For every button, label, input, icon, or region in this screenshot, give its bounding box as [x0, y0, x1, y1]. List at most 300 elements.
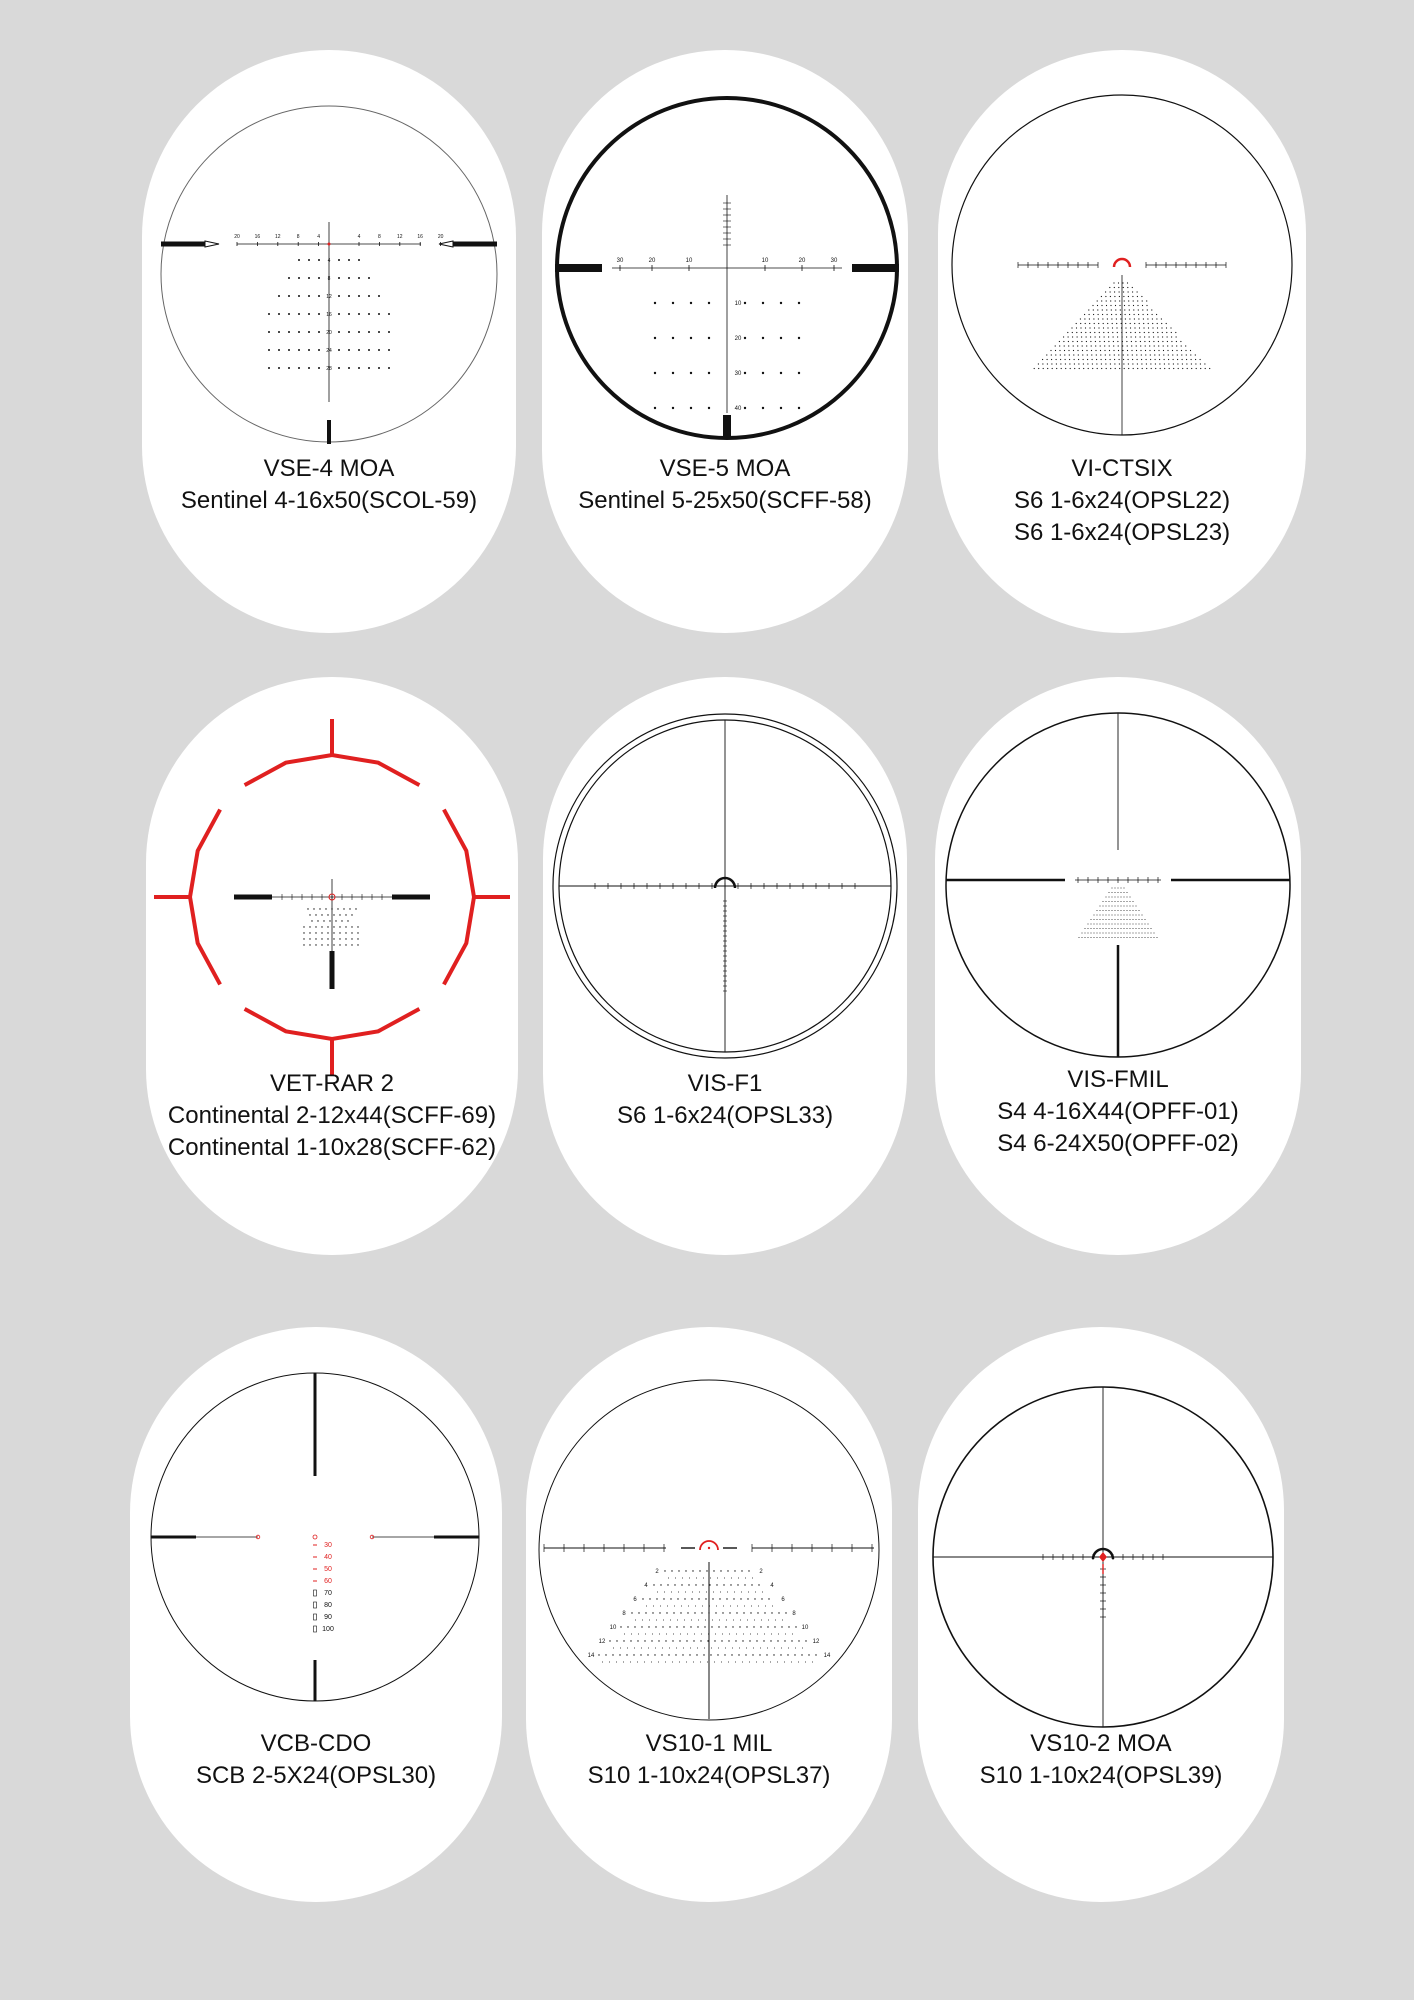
reticle-dot: [654, 407, 656, 409]
reticle-label: 10: [685, 258, 693, 264]
reticle-label: 8: [378, 234, 381, 240]
reticle-dot: [627, 1626, 628, 1627]
reticle-label: 20: [326, 330, 332, 336]
reticle-dot: [726, 1620, 727, 1621]
reticle-dot: [801, 1654, 802, 1655]
reticle-label: 8: [296, 234, 300, 240]
reticle-dot: [357, 932, 358, 933]
reticle-dot: [1121, 901, 1122, 902]
reticle-dot: [762, 372, 764, 374]
reticle-dot: [662, 1626, 663, 1627]
reticle-dot: [778, 1634, 779, 1635]
reticle-dot: [1118, 350, 1119, 351]
reticle-dot: [630, 1640, 631, 1641]
reticle-dot: [684, 1598, 685, 1599]
reticle-dot: [1109, 350, 1110, 351]
reticle-dot: [1100, 937, 1101, 938]
reticle-dot: [1092, 363, 1093, 364]
reticle-dot: [771, 1634, 772, 1635]
reticle-dot: [1082, 354, 1083, 355]
reticle-dot: [1157, 327, 1158, 328]
reticle-dot: [309, 914, 310, 915]
reticle-dot: [690, 302, 692, 304]
reticle-dot: [1136, 924, 1137, 925]
reticle-dot: [1140, 341, 1141, 342]
reticle-dot: [1156, 314, 1157, 315]
reticle-dot: [1124, 928, 1125, 929]
reticle-dot: [1163, 350, 1164, 351]
reticle-dot: [1126, 336, 1127, 337]
reticle-dot: [1181, 354, 1182, 355]
reticle-dot: [318, 259, 320, 261]
reticle-dot: [735, 1662, 736, 1663]
reticle-dot: [1130, 332, 1131, 333]
reticle-dot: [268, 349, 270, 351]
reticle-name: VCB-CDO: [260, 1730, 372, 1757]
reticle-dot: [1172, 354, 1173, 355]
reticle-dot: [315, 944, 316, 945]
reticle-name: VSE-5 MOA: [659, 455, 791, 482]
reticle-dot: [1112, 897, 1113, 898]
reticle-dot: [1124, 309, 1125, 310]
reticle-dot: [1038, 363, 1039, 364]
reticle-dot: [1153, 341, 1154, 342]
reticle-dot: [794, 1654, 795, 1655]
reticle-dot: [327, 938, 328, 939]
reticle-dot: [1121, 915, 1122, 916]
reticle-diagram-vis-f1: [550, 711, 900, 1061]
reticle-label: 14: [823, 1653, 831, 1659]
reticle-dot: [298, 313, 300, 315]
reticle-dot: [1095, 350, 1096, 351]
reticle-dot: [315, 932, 316, 933]
reticle-dot: [770, 1640, 771, 1641]
reticle-label: 12: [275, 234, 281, 240]
reticle-dot: [1180, 341, 1181, 342]
reticle-dot: [1082, 345, 1083, 346]
reticle-dot: [338, 313, 340, 315]
reticle-dot: [1103, 906, 1104, 907]
reticle-dot: [716, 1584, 717, 1585]
reticle-dot: [752, 1654, 753, 1655]
reticle-dot: [1082, 937, 1083, 938]
reticle-dot: [309, 926, 310, 927]
reticle-label: 8: [327, 276, 331, 282]
reticle-dot: [1205, 368, 1206, 369]
reticle-dot: [1113, 336, 1114, 337]
reticle-dot: [1142, 919, 1143, 920]
reticle-dot: [1072, 332, 1073, 333]
reticle-dot: [1104, 341, 1105, 342]
reticle-dot: [1111, 309, 1112, 310]
reticle-dot: [1124, 892, 1125, 893]
reticle-dot: [631, 1634, 632, 1635]
reticle-dot: [701, 1634, 702, 1635]
reticle-caption: [526, 1728, 892, 1792]
reticle-dot: [1200, 368, 1201, 369]
reticle-dot: [751, 1584, 752, 1585]
red-ring-segment: [444, 810, 474, 985]
reticle-dot: [1127, 928, 1128, 929]
reticle-dot: [1182, 359, 1183, 360]
reticle-dot: [1097, 910, 1098, 911]
reticle-dot: [1127, 287, 1128, 288]
reticle-dot: [1182, 368, 1183, 369]
reticle-dot: [315, 926, 316, 927]
reticle-dot: [1168, 363, 1169, 364]
horseshoe: [1114, 259, 1130, 267]
reticle-dot: [1115, 300, 1116, 301]
reticle-dot: [1181, 350, 1182, 351]
reticle-dot: [1118, 888, 1119, 889]
reticle-dot: [1139, 910, 1140, 911]
reticle-dot: [1103, 327, 1104, 328]
reticle-dot: [667, 1606, 668, 1607]
reticle-dot: [1119, 305, 1120, 306]
reticle-dot: [1097, 928, 1098, 929]
reticle-dot: [1100, 933, 1101, 934]
reticle-dot: [1097, 919, 1098, 920]
reticle-dot: [777, 1662, 778, 1663]
reticle-dot: [691, 1598, 692, 1599]
reticle-dot: [798, 1662, 799, 1663]
reticle-dot: [645, 1612, 646, 1613]
reticle-dot: [1100, 910, 1101, 911]
reticle-dot: [1074, 368, 1075, 369]
reticle-dot: [1089, 327, 1090, 328]
reticle-dot: [1139, 937, 1140, 938]
reticle-dot: [278, 331, 280, 333]
reticle-dot: [645, 1634, 646, 1635]
reticle-dot: [1094, 323, 1095, 324]
reticle-dot: [788, 1648, 789, 1649]
reticle-dot: [761, 1598, 762, 1599]
reticle-dot: [712, 1620, 713, 1621]
reticle-dot: [1128, 305, 1129, 306]
scope-model: Sentinel 5-25x50(SCFF-58): [578, 487, 872, 514]
reticle-dot: [1159, 359, 1160, 360]
reticle-dot: [1131, 345, 1132, 346]
reticle-dot: [1143, 318, 1144, 319]
reticle-dot: [1103, 901, 1104, 902]
reticle-dot: [654, 1654, 655, 1655]
reticle-dot: [1169, 368, 1170, 369]
reticle-diagram-vse-4: [157, 102, 501, 446]
reticle-dot: [1113, 345, 1114, 346]
reticle-dot: [1133, 928, 1134, 929]
reticle-dot: [1168, 354, 1169, 355]
reticle-label: 2: [759, 1569, 763, 1575]
reticle-dot: [665, 1640, 666, 1641]
reticle-dot: [1051, 354, 1052, 355]
reticle-dot: [744, 337, 746, 339]
reticle-dot: [1115, 919, 1116, 920]
reticle-dot: [616, 1662, 617, 1663]
reticle-dot: [357, 926, 358, 927]
reticle-dot: [1121, 323, 1122, 324]
reticle-dot: [351, 938, 352, 939]
reticle-dot: [1078, 363, 1079, 364]
reticle-dot: [1117, 341, 1118, 342]
reticle-dot: [697, 1626, 698, 1627]
reticle-dot: [742, 1640, 743, 1641]
reticle-dot: [1171, 341, 1172, 342]
reticle-dot: [1060, 354, 1061, 355]
reticle-dot: [727, 1570, 728, 1571]
reticle-dot: [1127, 933, 1128, 934]
reticle-dot: [1125, 323, 1126, 324]
reticle-dot: [689, 1578, 690, 1579]
reticle-dot: [321, 938, 322, 939]
reticle-dot: [331, 908, 332, 909]
reticle-dot: [649, 1598, 650, 1599]
reticle-dot: [278, 313, 280, 315]
reticle-dot: [690, 1648, 691, 1649]
reticle-dot: [1105, 359, 1106, 360]
reticle-dot: [705, 1620, 706, 1621]
reticle-dot: [1094, 937, 1095, 938]
reticle-dot: [329, 920, 330, 921]
reticle-dot: [1127, 901, 1128, 902]
reticle-dot: [1106, 300, 1107, 301]
reticle-dot: [1186, 359, 1187, 360]
reticle-dot: [1142, 309, 1143, 310]
reticle-dot: [1191, 368, 1192, 369]
reticle-dot: [707, 1662, 708, 1663]
reticle-dot: [668, 1654, 669, 1655]
reticle-dot: [323, 920, 324, 921]
reticle-dot: [751, 1606, 752, 1607]
reticle-dot: [1099, 332, 1100, 333]
reticle-dot: [1133, 910, 1134, 911]
reticle-dot: [664, 1592, 665, 1593]
reticle-dot: [378, 367, 380, 369]
reticle-dot: [318, 331, 320, 333]
reticle-dot: [651, 1662, 652, 1663]
reticle-dot: [348, 277, 350, 279]
reticle-dot: [1149, 336, 1150, 337]
reticle-dot: [1126, 341, 1127, 342]
reticle-dot: [805, 1662, 806, 1663]
reticle-dot: [1140, 336, 1141, 337]
reticle-dot: [1142, 305, 1143, 306]
reticle-dot: [1099, 336, 1100, 337]
reticle-dot: [1105, 354, 1106, 355]
reticle-dot: [677, 1598, 678, 1599]
reticle-dot: [1136, 933, 1137, 934]
reticle-dot: [1150, 363, 1151, 364]
reticle-dot: [1136, 350, 1137, 351]
reticle-dot: [623, 1640, 624, 1641]
reticle-dot: [1081, 332, 1082, 333]
reticle-dot: [1119, 359, 1120, 360]
reticle-dot: [1106, 937, 1107, 938]
reticle-dot: [701, 1612, 702, 1613]
reticle-dot: [750, 1612, 751, 1613]
reticle-dot: [1100, 928, 1101, 929]
reticle-dot: [640, 1654, 641, 1655]
reticle-dot: [1137, 359, 1138, 360]
reticle-dot: [678, 1592, 679, 1593]
reticle-label: 28: [326, 366, 332, 372]
reticle-dot: [1105, 363, 1106, 364]
reticle-dot: [1119, 368, 1120, 369]
reticle-dot: [668, 1578, 669, 1579]
reticle-dot: [638, 1634, 639, 1635]
reticle-dot: [358, 367, 360, 369]
reticle-dot: [737, 1606, 738, 1607]
reticle-dot: [1091, 354, 1092, 355]
reticle-dot: [315, 914, 316, 915]
reticle-dot: [1085, 933, 1086, 934]
reticle-dot: [676, 1626, 677, 1627]
reticle-dot: [357, 938, 358, 939]
reticle-dot: [1085, 928, 1086, 929]
reticle-dot: [1136, 919, 1137, 920]
reticle-dot: [1137, 368, 1138, 369]
reticle-dot: [1139, 933, 1140, 934]
reticle-dot: [1068, 336, 1069, 337]
reticle-dot: [1115, 309, 1116, 310]
reticle-dot: [757, 1612, 758, 1613]
reticle-dot: [773, 1654, 774, 1655]
reticle-dot: [1098, 327, 1099, 328]
reticle-dot: [1130, 327, 1131, 328]
reticle-dot: [1102, 314, 1103, 315]
reticle-dot: [1161, 323, 1162, 324]
reticle-dot: [1139, 915, 1140, 916]
reticle-dot: [1106, 919, 1107, 920]
reticle-dot: [1124, 897, 1125, 898]
reticle-dot: [339, 938, 340, 939]
reticle-dot: [1204, 363, 1205, 364]
reticle-dot: [725, 1648, 726, 1649]
reticle-dot: [1149, 345, 1150, 346]
reticle-dot: [1132, 291, 1133, 292]
reticle-dot: [1106, 901, 1107, 902]
scope-model: S6 1-6x24(OPSL33): [616, 1102, 834, 1129]
reticle-dot: [1115, 915, 1116, 916]
reticle-dot: [1069, 363, 1070, 364]
reticle-dot: [1097, 933, 1098, 934]
reticle-dot: [1148, 928, 1149, 929]
reticle-dot: [724, 1578, 725, 1579]
reticle-dot: [303, 938, 304, 939]
reticle-dot: [1055, 350, 1056, 351]
reticle-dot: [311, 920, 312, 921]
reticle-dot: [1115, 901, 1116, 902]
reticle-dot: [1093, 314, 1094, 315]
reticle-dot: [737, 1584, 738, 1585]
reticle-dot: [1100, 924, 1101, 925]
reticle-dot: [1110, 305, 1111, 306]
reticle-label: 24: [326, 348, 332, 354]
reticle-dot: [644, 1662, 645, 1663]
reticle-dot: [763, 1662, 764, 1663]
reticle-dot: [1139, 332, 1140, 333]
reticle-dot: [792, 1634, 793, 1635]
reticle-dot: [1124, 901, 1125, 902]
reticle-dot: [1063, 341, 1064, 342]
reticle-dot: [1137, 300, 1138, 301]
reticle-dot: [347, 920, 348, 921]
reticle-dot: [1067, 332, 1068, 333]
reticle-dot: [1142, 933, 1143, 934]
reticle-caption: [130, 1728, 502, 1792]
reticle-dot: [1097, 309, 1098, 310]
reticle-dot: [646, 1606, 647, 1607]
reticle-dot: [674, 1584, 675, 1585]
reticle-dot: [730, 1584, 731, 1585]
reticle-dot: [1118, 910, 1119, 911]
reticle-dot: [1103, 323, 1104, 324]
reticle-dot: [335, 920, 336, 921]
reticle-dot: [1138, 318, 1139, 319]
reticle-dot: [1185, 345, 1186, 346]
reticle-dot: [774, 1626, 775, 1627]
reticle-label: 14: [587, 1653, 595, 1659]
reticle-dot: [268, 331, 270, 333]
reticle-dot: [1064, 354, 1065, 355]
reticle-label: 4: [327, 258, 331, 264]
reticle-dot: [620, 1626, 621, 1627]
reticle-dot: [749, 1640, 750, 1641]
reticle-dot: [1178, 368, 1179, 369]
reticle-dot: [634, 1626, 635, 1627]
reticle-dot: [767, 1648, 768, 1649]
reticle-dot: [672, 372, 674, 374]
reticle-dot: [1112, 937, 1113, 938]
reticle-dot: [666, 1612, 667, 1613]
reticle-dot: [685, 1592, 686, 1593]
reticle-dot: [748, 1570, 749, 1571]
reticle-dot: [762, 337, 764, 339]
reticle-dot: [1034, 368, 1035, 369]
reticle-dot: [388, 349, 390, 351]
reticle-dot: [644, 1640, 645, 1641]
reticle-dot: [1109, 345, 1110, 346]
reticle-dot: [764, 1612, 765, 1613]
reticle-dot: [1191, 359, 1192, 360]
reticle-dot: [1121, 919, 1122, 920]
reticle-dot: [327, 932, 328, 933]
reticle-dot: [1127, 354, 1128, 355]
reticle-dot: [1065, 368, 1066, 369]
reticle-dot: [1043, 368, 1044, 369]
reticle-dot: [756, 1640, 757, 1641]
reticle-dot: [343, 908, 344, 909]
reticle-dot: [1115, 906, 1116, 907]
reticle-dot: [695, 1584, 696, 1585]
reticle-label: 8: [622, 1611, 626, 1617]
reticle-dot: [676, 1648, 677, 1649]
reticle-dot: [1112, 906, 1113, 907]
reticle-dot: [1127, 915, 1128, 916]
stadia-mark: [314, 1590, 317, 1596]
reticle-dot: [1126, 332, 1127, 333]
reticle-dot: [755, 1592, 756, 1593]
reticle-dot: [1145, 928, 1146, 929]
reticle-dot: [1084, 314, 1085, 315]
reticle-dot: [355, 908, 356, 909]
reticle-dot: [788, 1626, 789, 1627]
reticle-card-vse-5-moa: [542, 50, 908, 633]
reticle-dot: [1097, 300, 1098, 301]
reticle-dot: [728, 1640, 729, 1641]
reticle-dot: [1106, 368, 1107, 369]
reticle-dot: [1150, 354, 1151, 355]
reticle-dot: [1118, 919, 1119, 920]
